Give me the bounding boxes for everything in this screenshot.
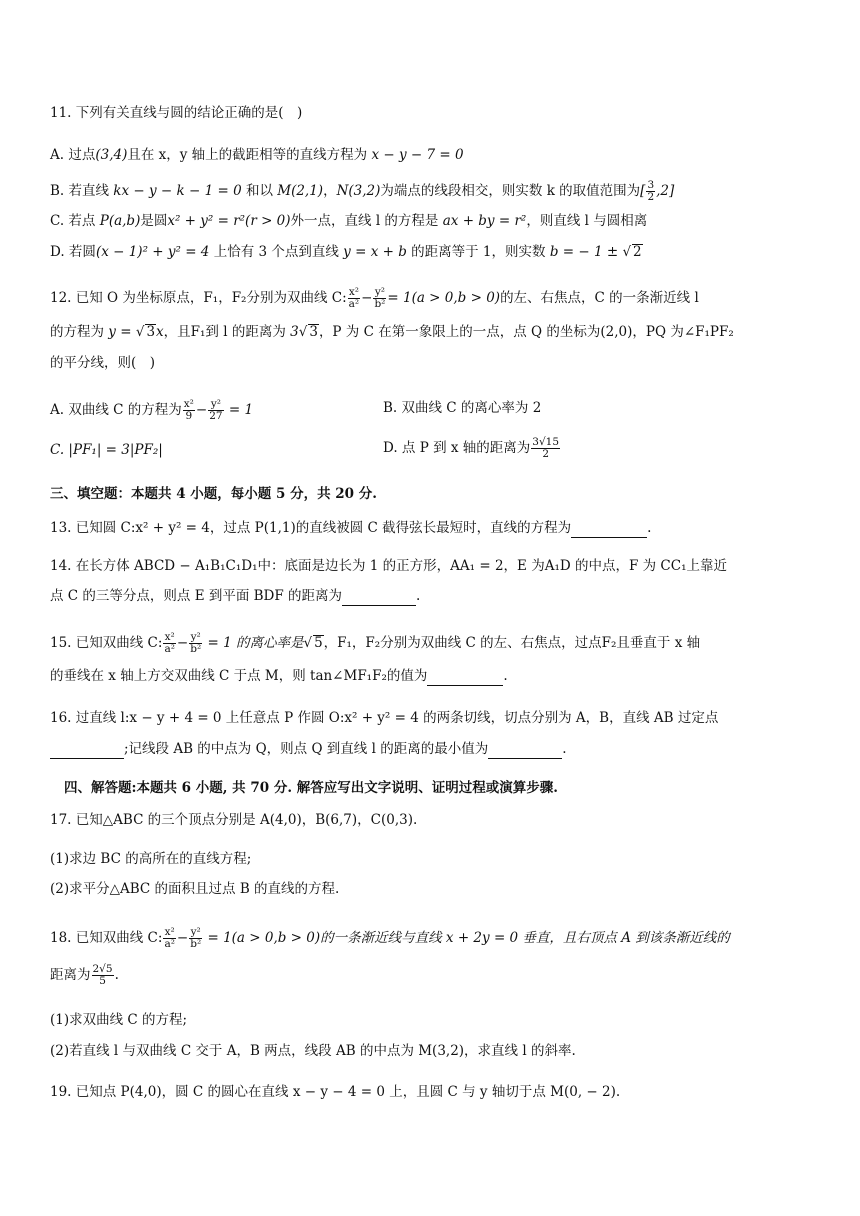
- q12-option-d: D. 点 P 到 x 轴的距离为 $\frac{3√15}{2}$: [383, 436, 560, 460]
- q12-option-c: C. |PF₁| = 3|PF₂|: [50, 442, 163, 458]
- q15-answer-blank: [427, 667, 503, 686]
- q12-line-3: 的平分线，则( ): [50, 355, 156, 371]
- q15-line-1: 15. 已知双曲线 C: $\frac{\text{x²}}{\text{a²}}$ − $\frac{\text{y²}}{\text{b²}}$ = 1 的离心率是√ 5，F₁，F₂分别为双曲线 C 的左、右焦点，过点F₂且垂直于 x 轴: [50, 631, 701, 655]
- q13-answer-blank: [571, 519, 647, 538]
- q18-part-2: (2)若直线 l 与双曲线 C 交于 A，B 两点，线段 AB 的中点为 M(3,2)，求直线 l 的斜率.: [50, 1043, 576, 1059]
- q14-line-2: 点 C 的三等分点，则点 E 到平面 BDF 的距离为 .: [50, 588, 421, 604]
- q18-line-1: 18. 已知双曲线 C: $\frac{\text{x²}}{\text{a²}}$ − $\frac{\text{y²}}{\text{b²}}$ = 1(a > 0,b > 0)的一条渐近线与直线 x + 2y = 0 垂直，且右顶点 A 到该条渐近线的: [50, 926, 730, 950]
- q12-line-1: 12. 已知 O 为坐标原点，F₁，F₂分别为双曲线 C: $\frac{\text{x²}}{\text{a²}}$ − $\frac{\text{y²}}{\text{b²}}$ = 1(a > 0,b > 0)的左、右焦点，C 的一条渐近线 l: [50, 286, 699, 310]
- q12-line-2: 的方程为 y = √ 3x，且F₁到 l 的距离为 3√ 3，P 为 C 在第一象限上的一点，点 Q 的坐标为(2,0)，PQ 为∠F₁PF₂: [50, 324, 734, 340]
- q18-part-1: (1)求双曲线 C 的方程;: [50, 1012, 188, 1028]
- section-4-heading: 四、解答题:本题共 6 小题, 共 70 分. 解答应写出文字说明、证明过程或演算步骤.: [64, 780, 558, 796]
- q17-part-1: (1)求边 BC 的高所在的直线方程;: [50, 851, 252, 867]
- q16-answer-blank-1: [50, 740, 124, 759]
- q19-stem: 19. 已知点 P(4,0)，圆 C 的圆心在直线 x − y − 4 = 0 上，且圆 C 与 y 轴切于点 M(0, − 2).: [50, 1084, 621, 1100]
- q11-option-a: A. 过点(3,4)且在 x，y 轴上的截距相等的直线方程为 x − y − 7 = 0: [50, 147, 464, 163]
- q15-line-2: 的垂线在 x 轴上方交双曲线 C 于点 M，则 tan∠MF₁F₂的值为 .: [50, 668, 508, 684]
- q16-line-1: 16. 过直线 l:x − y + 4 = 0 上任意点 P 作圆 O:x² + y² = 4 的两条切线，切点分别为 A，B，直线 AB 过定点: [50, 710, 719, 726]
- q18-line-2: 距离为 $\frac{2√5}{5}$ .: [50, 963, 119, 987]
- q16-answer-blank-2: [488, 740, 562, 759]
- q12-option-b: B. 双曲线 C 的离心率为 2: [383, 400, 542, 416]
- q11-option-b: B. 若直线 kx − y − k − 1 = 0 和以 M(2,1)，N(3,2)为端点的线段相交，则实数 k 的取值范围为[ $\frac{3}{2}$ ,2]: [50, 179, 675, 203]
- q11-option-c: C. 若点 P(a,b)是圆x² + y² = r²(r > 0)外一点，直线 l 的方程是 ax + by = r²，则直线 l 与圆相离: [50, 213, 648, 229]
- q17-part-2: (2)求平分△ABC 的面积且过点 B 的直线的方程.: [50, 881, 340, 897]
- q16-line-2: ;记线段 AB 的中点为 Q，则点 Q 到直线 l 的距离的最小值为 .: [50, 740, 567, 759]
- q11-option-d: D. 若圆(x − 1)² + y² = 4 上恰有 3 个点到直线 y = x + b 的距离等于 1，则实数 b = − 1 ± √ 2: [50, 244, 642, 260]
- q14-answer-blank: [342, 587, 416, 606]
- q14-line-1: 14. 在长方体 ABCD − A₁B₁C₁D₁中：底面是边长为 1 的正方形，AA₁ = 2，E 为A₁D 的中点，F 为 CC₁上靠近: [50, 558, 727, 574]
- q17-stem: 17. 已知△ABC 的三个顶点分别是 A(4,0)，B(6,7)，C(0,3).: [50, 812, 418, 828]
- q11-stem: 11. 下列有关直线与圆的结论正确的是( ): [50, 105, 303, 121]
- section-3-heading: 三、填空题：本题共 4 小题，每小题 5 分，共 20 分.: [50, 486, 377, 502]
- q13: 13. 已知圆 C:x² + y² = 4，过点 P(1,1)的直线被圆 C 截得弦长最短时，直线的方程为 .: [50, 520, 652, 536]
- q12-option-a: A. 双曲线 C 的方程为 $\frac{\text{x²}}{9}$ − $\frac{\text{y²}}{27}$ = 1: [50, 398, 254, 422]
